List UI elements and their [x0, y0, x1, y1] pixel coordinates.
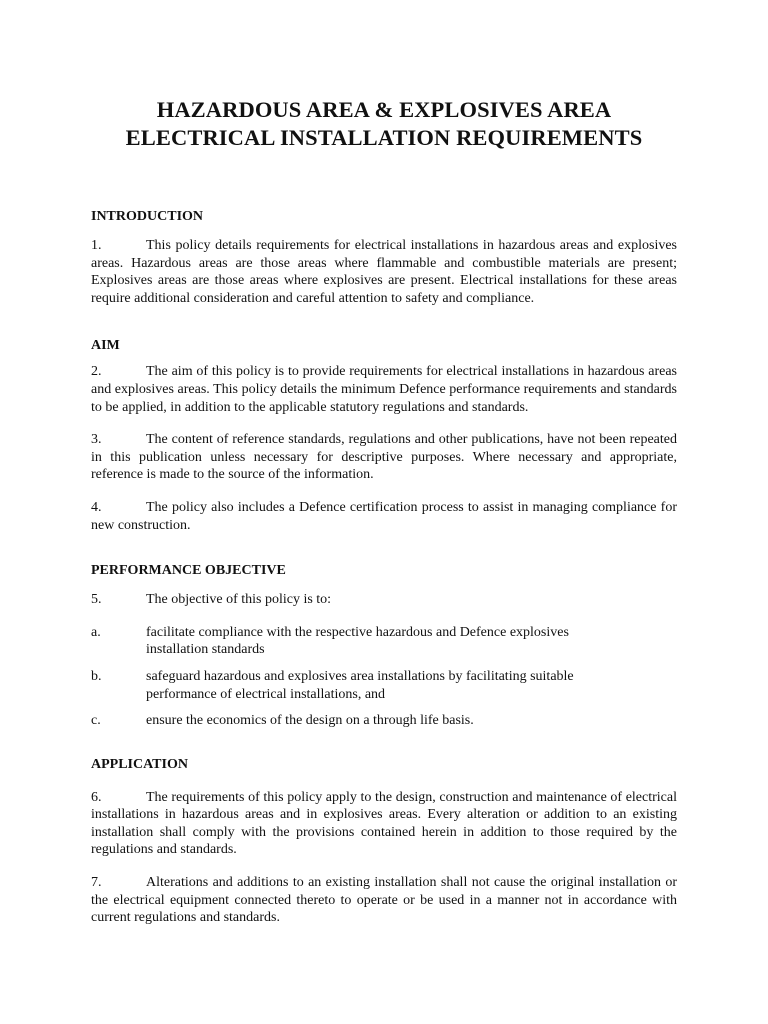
paragraph-number: 6. [91, 789, 102, 805]
heading-performance-objective: PERFORMANCE OBJECTIVE [91, 563, 286, 579]
title-line-1: HAZARDOUS AREA & EXPLOSIVES AREA [156, 97, 612, 122]
paragraph-text: Alterations and additions to an existing installation shall not cause the original installation or the electrical equipment connected thereto to operate or be used in a manner not in accordance with current regulations and standards. [91, 875, 677, 926]
paragraph-text: The policy also includes a Defence certification process to assist in managing compliance for new construction. [91, 499, 677, 533]
title-line-2: ELECTRICAL INSTALLATION REQUIREMENTS [125, 125, 643, 150]
paragraph-number: 2. [91, 364, 102, 380]
paragraph-text: This policy details requirements for electrical installations in hazardous areas and explosives areas. Hazardous areas are those areas where flammable and combustible materials are present; Explosives areas are those areas where explosives are present. Electrical installations for these areas require additional consideration and careful attention to safety and compliance. [91, 238, 677, 306]
paragraph-number: 5. [91, 592, 102, 608]
paragraph-7 [91, 874, 677, 927]
paragraph-1 [91, 237, 677, 307]
document-title [91, 96, 677, 152]
paragraph-number: 1. [91, 238, 102, 253]
paragraph-text: The content of reference standards, regulations and other publications, have not been repeated in this publication unless necessary for descriptive purposes. Where necessary and appropriate, reference is made to the source of the information. [91, 432, 677, 483]
paragraph-text: The objective of this policy is to: [146, 592, 332, 608]
list-item-text: facilitate compliance with the respective hazardous and Defence explosives installation standards [146, 624, 569, 658]
paragraph-3 [91, 431, 677, 484]
paragraph-text: The requirements of this policy apply to the design, construction and maintenance of electrical installations in hazardous areas and in explosives areas. Every alteration or addition to an existing installation shall comply with the provisions contained herein in addition to those required by the regulations and standards. [91, 789, 677, 858]
list-marker: c. [91, 713, 101, 729]
paragraph-2 [91, 363, 677, 416]
heading-aim: AIM [91, 338, 120, 354]
list-marker: b. [91, 668, 102, 684]
paragraph-number: 7. [91, 875, 102, 891]
paragraph-5 [91, 591, 677, 609]
paragraph-number: 3. [91, 432, 102, 448]
paragraph-number: 4. [91, 499, 102, 515]
paragraph-6 [91, 789, 677, 859]
heading-introduction: INTRODUCTION [91, 209, 204, 224]
paragraph-text: The aim of this policy is to provide requirements for electrical installations in hazardous areas and explosives areas. This policy details the minimum Defence performance requirements and standards to be applied, in addition to the applicable statutory regulations and standards. [91, 364, 677, 415]
list-item-b [91, 668, 677, 703]
list-item-a [91, 624, 677, 659]
list-marker: a. [91, 624, 101, 640]
list-item-text: safeguard hazardous and explosives area installations by facilitating suitable performance of electrical installations, and [146, 668, 574, 702]
list-item-c [91, 712, 677, 730]
paragraph-4 [91, 499, 677, 534]
list-item-text: ensure the economics of the design on a through life basis. [146, 713, 474, 729]
heading-application: APPLICATION [91, 756, 188, 772]
